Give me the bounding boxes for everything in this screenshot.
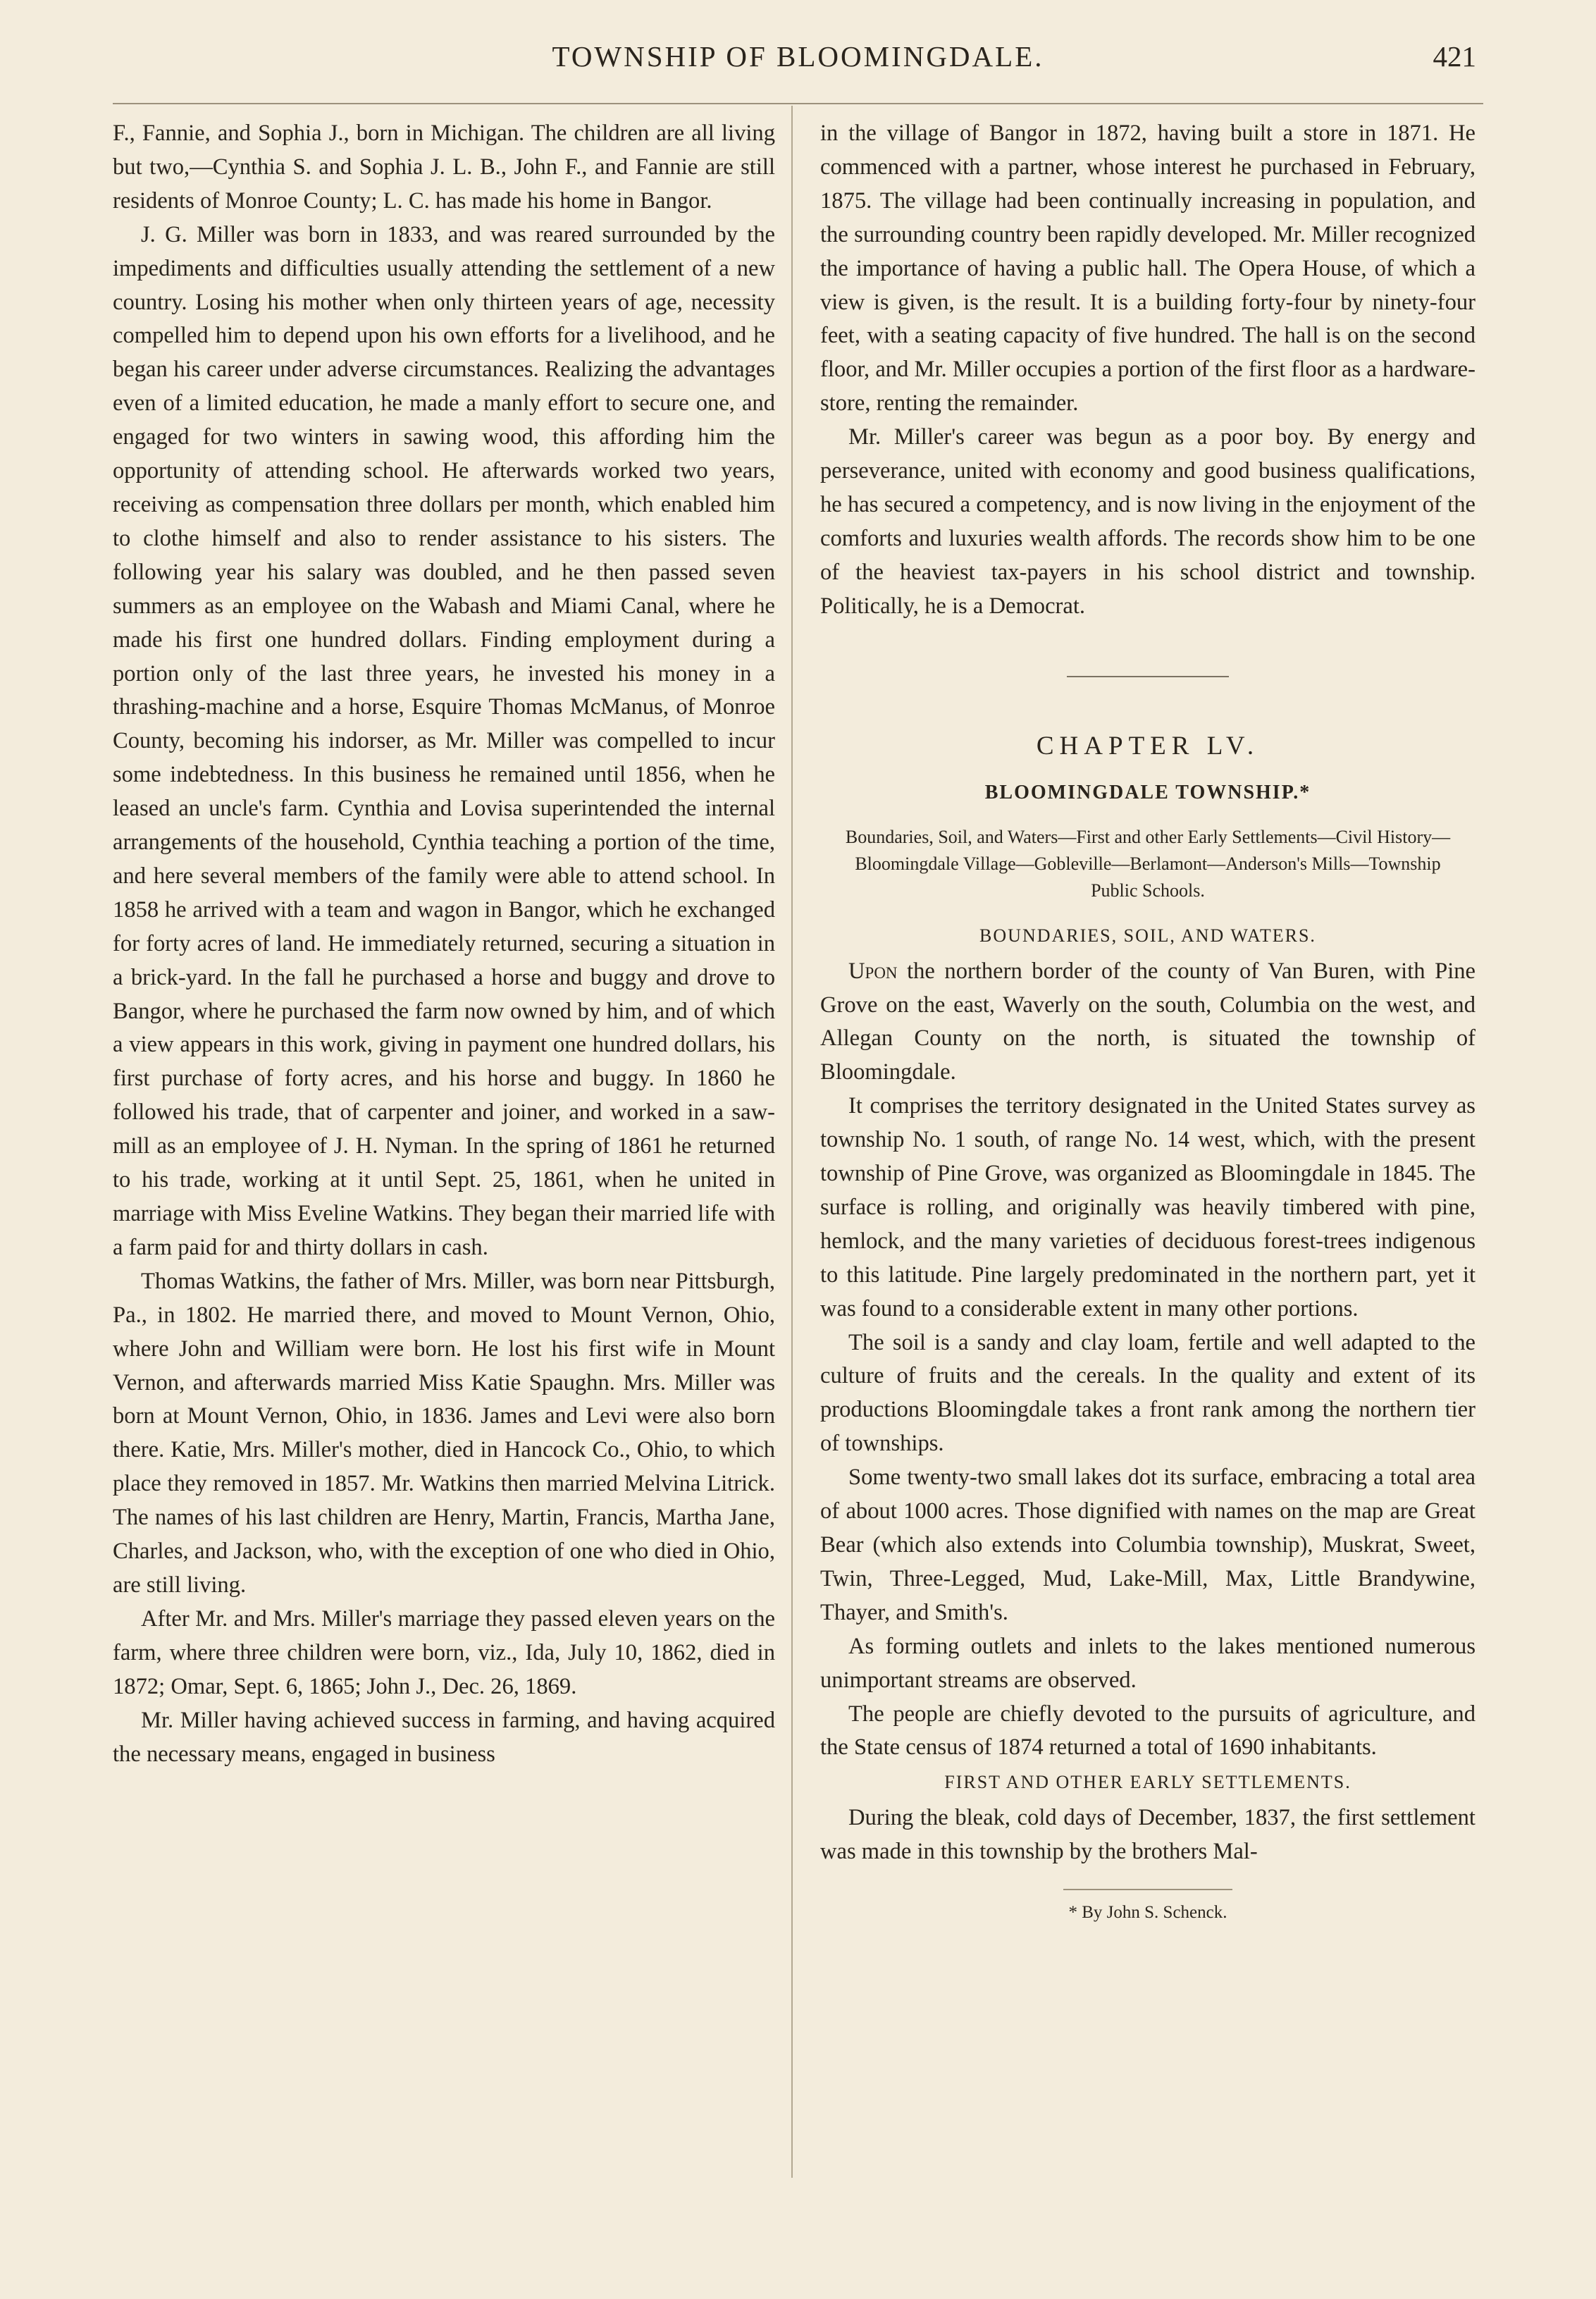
paragraph <box>820 955 1476 1090</box>
footnote: * By John S. Schenck. <box>1068 1903 1227 1923</box>
right-column <box>820 117 1476 1925</box>
column-divider <box>791 106 793 2178</box>
chapter-subtitle: BLOOMINGDALE TOWNSHIP.* <box>984 781 1311 803</box>
lead-word: Upon <box>848 958 898 984</box>
paragraph: Some twenty-two small lakes dot its surface, embracing a total area of about 1000 acres. Those dignified with names on the map are Great Bear (which also extends into Columbia township), Muskrat, Sweet, Twin, Three-Legged, Mud, Lake-Mill, Max, Little Brandywine, Thayer, and Smith's. <box>820 1465 1476 1625</box>
paragraph-text: the northern border of the county of Van Buren, with Pine Grove on the east, Waverly on the south, Columbia on the west, and Allegan County on the north, is situated the township of Bloomingdale. <box>820 958 1476 1085</box>
paragraph: Mr. Miller's career was begun as a poor boy. By energy and perseverance, united with economy and good business qualifications, he has secured a competency, and is now living in the enjoyment of the comforts and luxuries wealth affords. The records show him to be one of the heaviest tax-payers in his school district and township. Politically, he is a Democrat. <box>820 424 1476 619</box>
header-rule <box>113 103 1483 104</box>
running-header <box>0 39 1596 89</box>
paragraph: It comprises the territory designated in the United States survey as township No. 1 south, of range No. 14 west, which, with the present township of Pine Grove, was organized as Bloomingdale in 1845. The surface is rolling, and originally was heavily timbered with pine, hemlock, and the many varieties of deciduous forest-trees indigenous to this latitude. Pine largely predominated in the northern part, yet it was found to a considerable extent in many other portions. <box>820 1093 1476 1321</box>
section-heading: BOUNDARIES, SOIL, AND WATERS. <box>979 925 1316 946</box>
section-divider <box>1067 676 1229 677</box>
paragraph: F., Fannie, and Sophia J., born in Michigan. The children are all living but two,—Cynthia S. and Sophia J. L. B., John F., and Fannie are still residents of Monroe County; L. C. has made his home in Bangor. <box>113 121 775 214</box>
paragraph: in the village of Bangor in 1872, having built a store in 1871. He commenced with a partner, whose interest he purchased in February, 1875. The village had been continually increasing in population, and the surrounding country been rapidly developed. Mr. Miller recognized the importance of having a public hall. The Opera House, of which a view is given, is the result. It is a building forty-four by ninety-four feet, with a seating capacity of five hundred. The hall is on the second floor, and Mr. Miller occupies a portion of the first floor as a hardware-store, renting the remainder. <box>820 121 1476 417</box>
paragraph: During the bleak, cold days of December, 1837, the first settlement was made in this township by the brothers Mal- <box>820 1805 1476 1865</box>
page-header-title: TOWNSHIP OF BLOOMINGDALE. <box>552 40 1044 73</box>
section-heading: FIRST AND OTHER EARLY SETTLEMENTS. <box>944 1772 1351 1793</box>
paragraph: Thomas Watkins, the father of Mrs. Miller, was born near Pittsburgh, Pa., in 1802. He married there, and moved to Mount Vernon, Ohio, where John and William were born. He lost his first wife in Mount Vernon, and afterwards married Miss Katie Spaughn. Mrs. Miller was born at Mount Vernon, Ohio, in 1836. James and Levi were also born there. Katie, Mrs. Miller's mother, died in Hancock Co., Ohio, to which place they removed in 1857. Mr. Watkins then married Melvina Litrick. The names of his last children are Henry, Martin, Francis, Martha Jane, Charles, and Jackson, who, with the exception of one who died in Ohio, are still living. <box>113 1268 775 1598</box>
paragraph: J. G. Miller was born in 1833, and was reared surrounded by the impediments and difficulties usually attending the settlement of a new country. Losing his mother when only thirteen years of age, necessity compelled him to depend upon his own efforts for a livelihood, and he began his career under adverse circumstances. Realizing the advantages even of a limited education, he made a manly effort to secure one, and engaged for two winters in sawing wood, this affording him the opportunity of attending school. He afterwards worked two years, receiving as compensation three dollars per month, which enabled him to clothe himself and also to render assistance to his sisters. The following year his salary was doubled, and he then passed seven summers as an employee on the Wabash and Miami Canal, where he made his first one hundred dollars. Finding employment during a portion only of the last three years, he invested his money in a thrashing-machine and a horse, Esquire Thomas McManus, of Monroe County, becoming his indorser, as Mr. Miller was compelled to incur some indebtedness. In this business he remained until 1856, when he leased an uncle's farm. Cynthia and Lovisa superintended the internal arrangements of the household, Cynthia teaching a portion of the time, and here several members of the family were able to attend school. In 1858 he arrived with a team and wagon in Bangor, which he exchanged for forty acres of land. He immediately returned, securing a situation in a brick-yard. In the fall he purchased a horse and buggy and drove to Bangor, where he purchased the farm now owned by him, and of which a view appears in this work, giving in payment one hundred dollars, his first purchase of forty acres, and his horse and buggy. In 1860 he followed his trade, that of carpenter and joiner, and worked in a saw-mill as an employee of J. H. Nyman. In the spring of 1861 he returned to his trade, working at it until Sept. 25, 1861, when he united in marriage with Miss Eveline Watkins. They began their married life with a farm paid for and thirty dollars in cash. <box>113 221 775 1260</box>
paragraph: Mr. Miller having achieved success in farming, and having acquired the necessary means, engaged in business <box>113 1707 775 1767</box>
paragraph: After Mr. and Mrs. Miller's marriage they passed eleven years on the farm, where three children were born, viz., Ida, July 10, 1862, died in 1872; Omar, Sept. 6, 1865; John J., Dec. 26, 1869. <box>113 1605 775 1699</box>
chapter-synopsis: Boundaries, Soil, and Waters—First and other Early Settlements—Civil History—Bloomingdale Village—Gobleville—Berlamont—Anderson's Mills—Township Public Schools. <box>845 826 1451 901</box>
footnote-rule <box>1063 1889 1232 1890</box>
paragraph: The soil is a sandy and clay loam, fertile and well adapted to the culture of fruits and the cereals. In the quality and extent of its productions Bloomingdale takes a front rank among the northern tier of townships. <box>820 1329 1476 1457</box>
paragraph: As forming outlets and inlets to the lakes mentioned numerous unimportant streams are observed. <box>820 1633 1476 1693</box>
paragraph: The people are chiefly devoted to the pursuits of agriculture, and the State census of 1874 returned a total of 1690 inhabitants. <box>820 1701 1476 1761</box>
chapter-title: CHAPTER LV. <box>1036 731 1260 760</box>
page-number: 421 <box>1433 40 1476 73</box>
left-column <box>113 117 775 1771</box>
